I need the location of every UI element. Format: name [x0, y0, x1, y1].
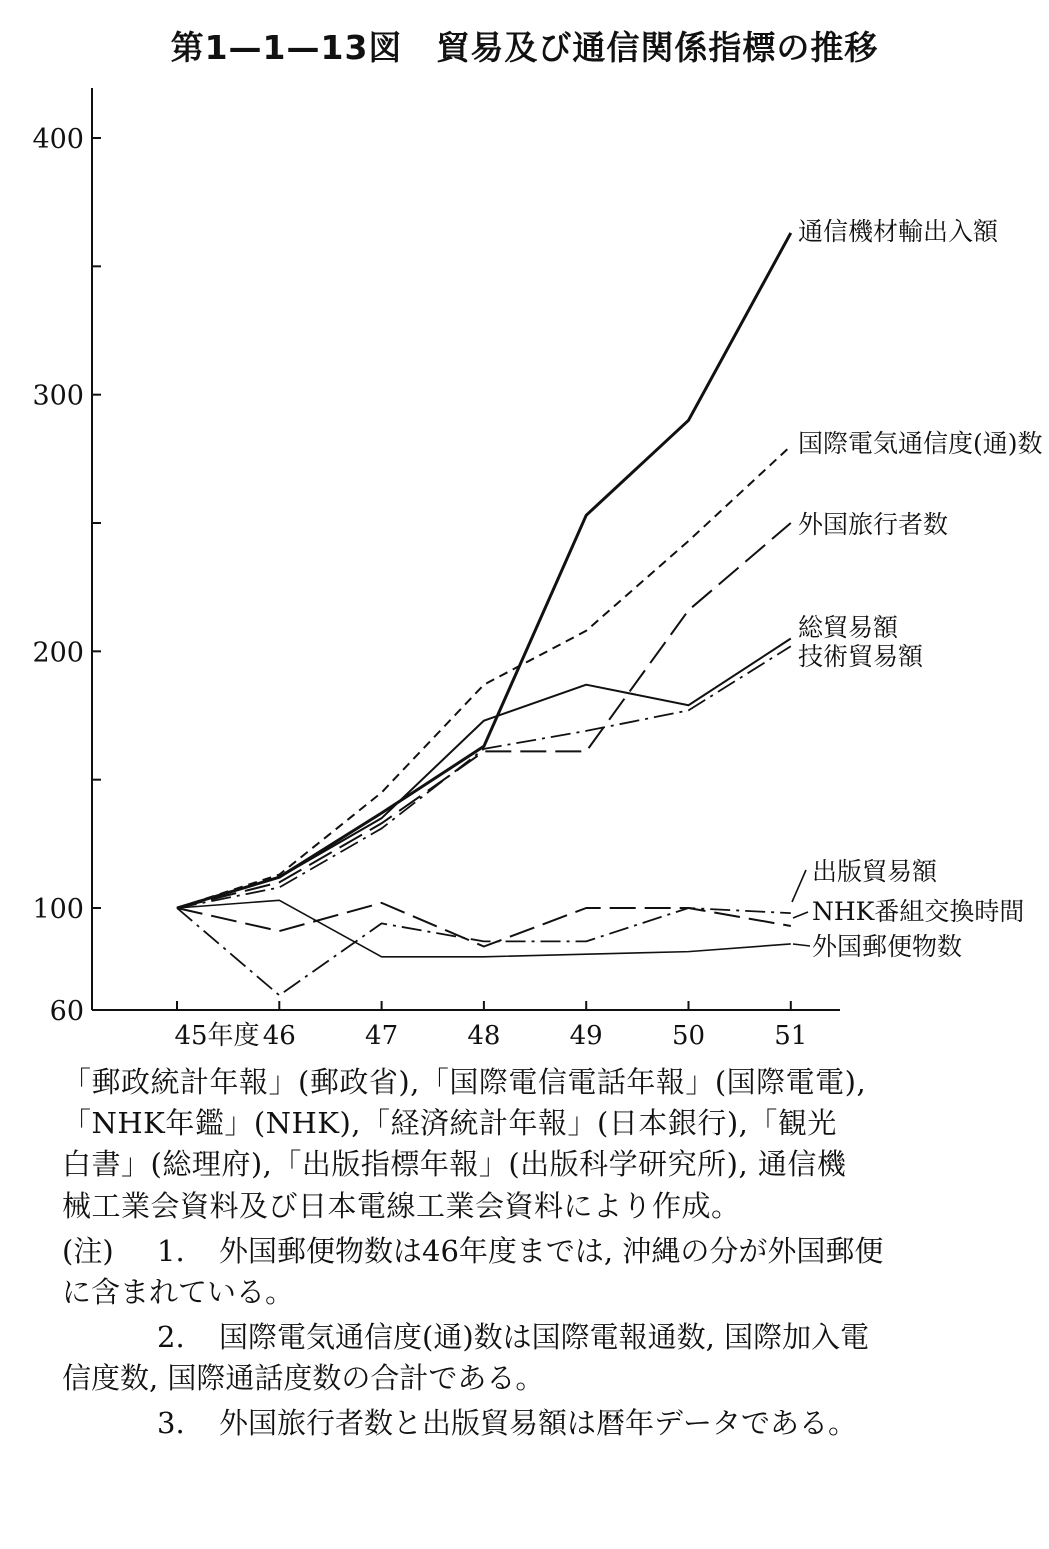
x-tick-label: 46 [262, 1021, 296, 1051]
note-item [62, 1317, 992, 1358]
x-tick-label: 47 [365, 1021, 399, 1051]
series-line [177, 639, 791, 909]
note-number: 2. [157, 1320, 185, 1355]
series-label: 外国旅行者数 [798, 510, 949, 539]
notes-section [62, 1062, 992, 1445]
note-item [62, 1231, 992, 1272]
note-continuation: 信度数, 国際通話度数の合計である。 [62, 1361, 545, 1396]
note-text: 国際電気通信度(通)数は国際電報通数, 国際加入電 [219, 1320, 870, 1355]
leader-line [793, 944, 810, 946]
note-number: 3. [157, 1406, 185, 1441]
note-continuation: に含まれている。 [62, 1274, 295, 1309]
note-text: 外国郵便物数は46年度までは, 沖縄の分が外国郵便 [219, 1233, 884, 1268]
y-tick-label: 100 [32, 894, 84, 925]
series-line [177, 903, 791, 947]
axes [92, 88, 840, 1010]
x-tick-label: 49 [569, 1021, 603, 1051]
note-text: 外国旅行者数と出版貿易額は暦年データである。 [219, 1406, 858, 1441]
x-tick-label: 50 [671, 1021, 706, 1051]
source-line: 械工業会資料及び日本電線工業会資料により作成。 [62, 1188, 741, 1223]
series-label: 技術貿易額 [798, 642, 924, 671]
series-line [177, 523, 791, 908]
series-label: NHK番組交換時間 [812, 897, 1025, 926]
series-label: 国際電気通信度(通)数 [798, 429, 1043, 458]
series-line [177, 646, 791, 908]
y-tick-label: 300 [32, 380, 84, 412]
y-tick-label: 200 [32, 637, 84, 669]
series-label: 外国郵便物数 [812, 932, 963, 961]
leader-line [792, 870, 806, 902]
series-line [177, 446, 791, 908]
leader-line [793, 912, 808, 918]
y-tick-label: 400 [32, 124, 84, 155]
note-head: (注) [62, 1233, 114, 1268]
series-label: 通信機材輸出入額 [798, 217, 999, 246]
page-title: 第1—1—13図 貿易及び通信関係指標の推移 [170, 28, 879, 67]
note-item [62, 1403, 992, 1444]
series-labels [792, 217, 1043, 961]
y-axis-ticks [32, 124, 101, 1027]
x-tick-label: 51 [774, 1021, 808, 1051]
line-chart [0, 70, 1049, 1060]
series-lines [177, 233, 791, 995]
note-number: 1. [157, 1233, 185, 1268]
series-label: 出版貿易額 [812, 857, 938, 886]
source-line: 白書」(総理府),「出版指標年報」(出版科学研究所), 通信機 [62, 1147, 847, 1182]
y-tick-label: 60 [49, 996, 84, 1027]
source-line: 「NHK年鑑」(NHK),「経済統計年報」(日本銀行),「観光 [62, 1106, 837, 1141]
source-line: 「郵政統計年報」(郵政省),「国際電信電話年報」(国際電電), [62, 1065, 867, 1099]
x-axis-ticks [174, 1001, 807, 1051]
x-tick-label: 48 [467, 1021, 501, 1051]
series-line [177, 233, 791, 908]
series-label: 総貿易額 [798, 613, 899, 642]
x-tick-label: 45年度 [174, 1021, 260, 1051]
